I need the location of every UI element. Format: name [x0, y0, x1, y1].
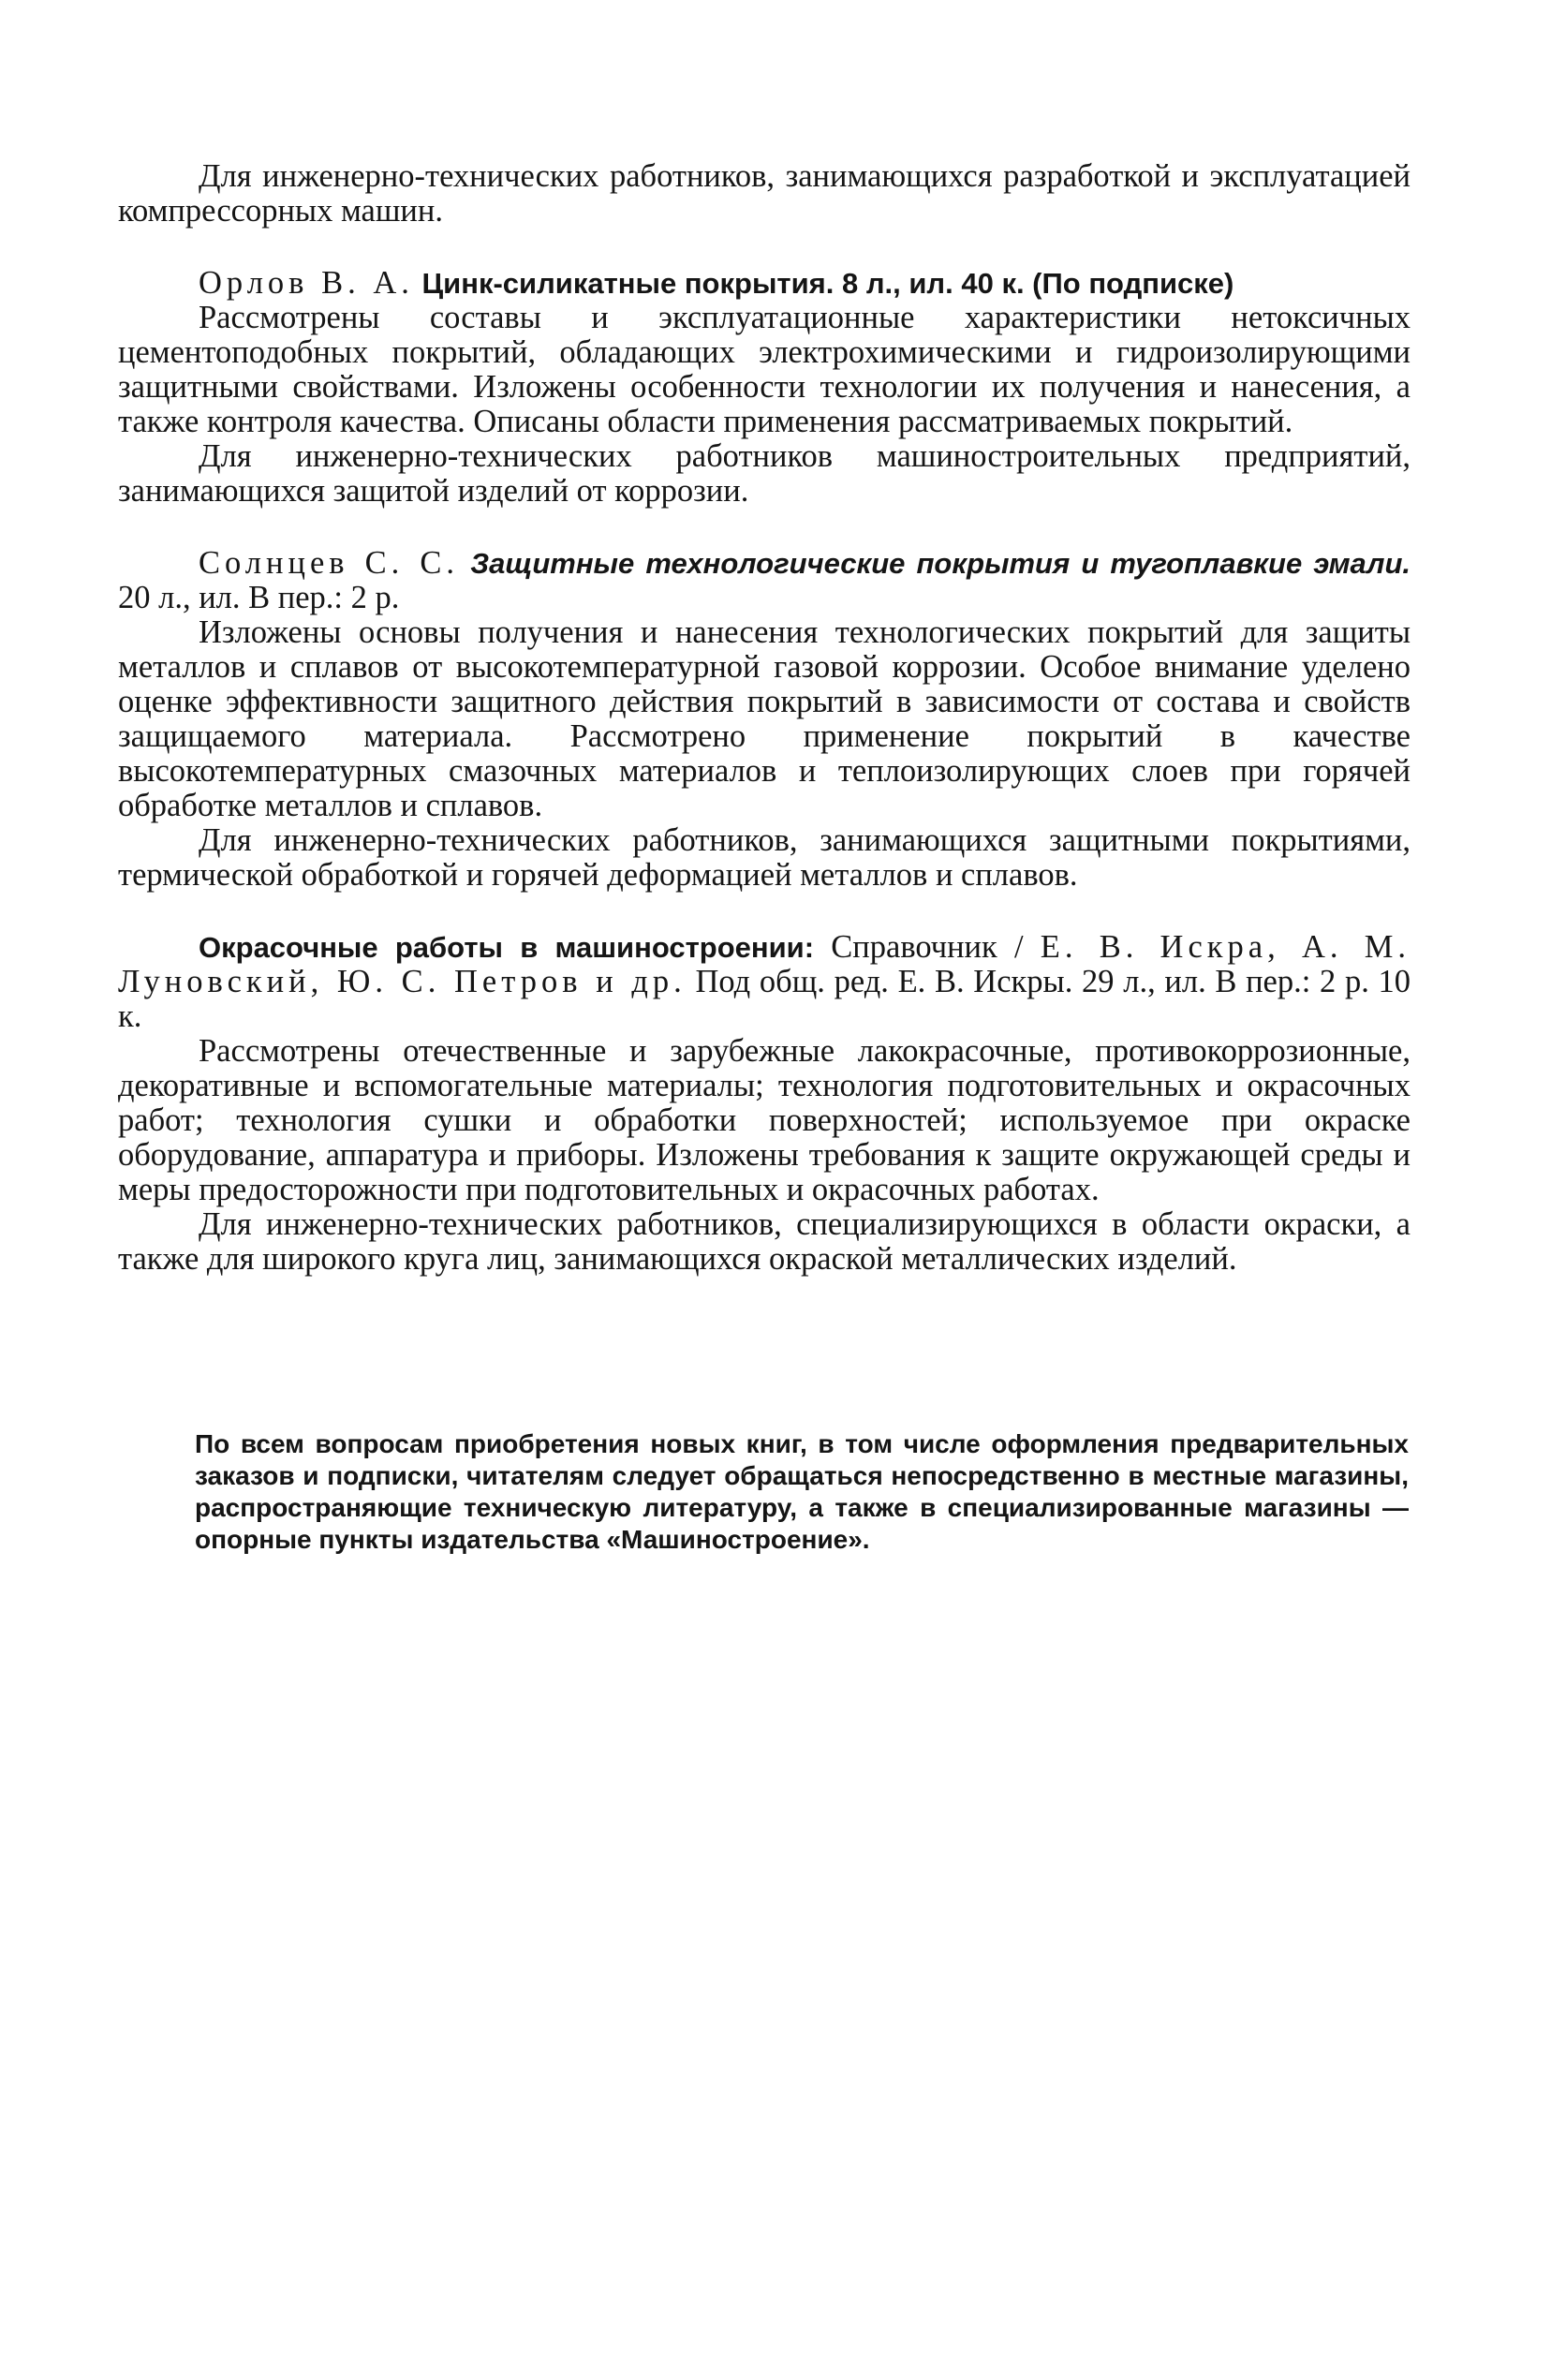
entry-title: Защитные технологические покрытия и тугоплавкие эмали.: [470, 547, 1411, 580]
entry-author: Орлов В. А.: [199, 265, 414, 301]
entry-heading: [118, 266, 1411, 301]
entry-authors: Е. В. Искра, А. М. Луновский, Ю. С. Петров и др.: [118, 929, 1411, 999]
entry-editor: Под общ. ред. Е. В. Искры.: [695, 964, 1073, 999]
entry-abstract: Изложены основы получения и нанесения технологических покрытий для защиты металлов и сплавов от высокотемпературной газовой коррозии. Особое внимание уделено оценке эффективности защитного действия покрытий в зависимости от состава и свойств защищаемого материала. Рассмотрено применение покрытий в качестве высокотемпературных смазочных материалов и теплоизолирующих слоев при горячей обработке металлов и сплавов.: [118, 614, 1411, 823]
purchase-notice: По всем вопросам приобретения новых книг, в том числе оформления предварительных заказов и подписки, читателям следует обращаться непосредственно в местные магазины, распространяющие техническую литературу, а также в специализированные магазины — опорные пункты издательства «Машиностроение».: [195, 1429, 1409, 1554]
entry-imprint: 29 л., ил. В пер.: 2 р. 10 к.: [118, 964, 1411, 1034]
entry-subtitle: Справочник /: [831, 929, 1024, 965]
entry-zinc-silicate-coatings: [118, 266, 1411, 509]
book-listing: [118, 159, 1411, 1277]
entry-heading: [118, 546, 1411, 615]
entry-abstract: Рассмотрены отечественные и зарубежные лакокрасочные, противокоррозионные, декоративные и вспомогательные материалы; технология подготовительных и окрасочных работ; технология сушки и обработки поверхностей; используемое при окраске оборудование, аппаратура и приборы. Изложены требования к защите окружающей среды и меры предосторожности при подготовительных и окрасочных работах.: [118, 1033, 1411, 1207]
entry-protective-coatings-enamels: [118, 546, 1411, 893]
entry-abstract: Рассмотрены составы и эксплуатационные характеристики нетоксичных цементоподобных покрытий, обладающих электрохимическими и гидроизолирующими защитными свойствами. Изложены особенности технологии их получения и нанесения, а также контроля качества. Описаны области применения рассматриваемых покрытий.: [118, 300, 1411, 439]
entry-audience: Для инженерно-технических работников, специализирующихся в области окраски, а также для широкого круга лиц, занимающихся окраской металлических изделий.: [118, 1206, 1411, 1277]
entry-heading: [118, 930, 1411, 1034]
entry-title: Окрасочные работы в машиностроении:: [199, 931, 815, 964]
entry-imprint: 8 л., ил. 40 к. (По подписке): [841, 267, 1234, 300]
entry-painting-works-handbook: [118, 930, 1411, 1277]
entry-author: Солнцев С. С.: [199, 545, 460, 581]
entry-compressor-machines: [118, 159, 1411, 229]
entry-audience: Для инженерно-технических работников, занимающихся разработкой и эксплуатацией компрессорных машин.: [118, 158, 1411, 229]
entry-audience: Для инженерно-технических работников машиностроительных предприятий, занимающихся защитой изделий от коррозии.: [118, 438, 1411, 509]
entry-imprint: 20 л., ил. В пер.: 2 р.: [118, 580, 400, 615]
entry-title: Цинк-силикатные покрытия.: [421, 267, 835, 300]
entry-audience: Для инженерно-технических работников, занимающихся защитными покрытиями, термической обработкой и горячей деформацией металлов и сплавов.: [118, 822, 1411, 893]
